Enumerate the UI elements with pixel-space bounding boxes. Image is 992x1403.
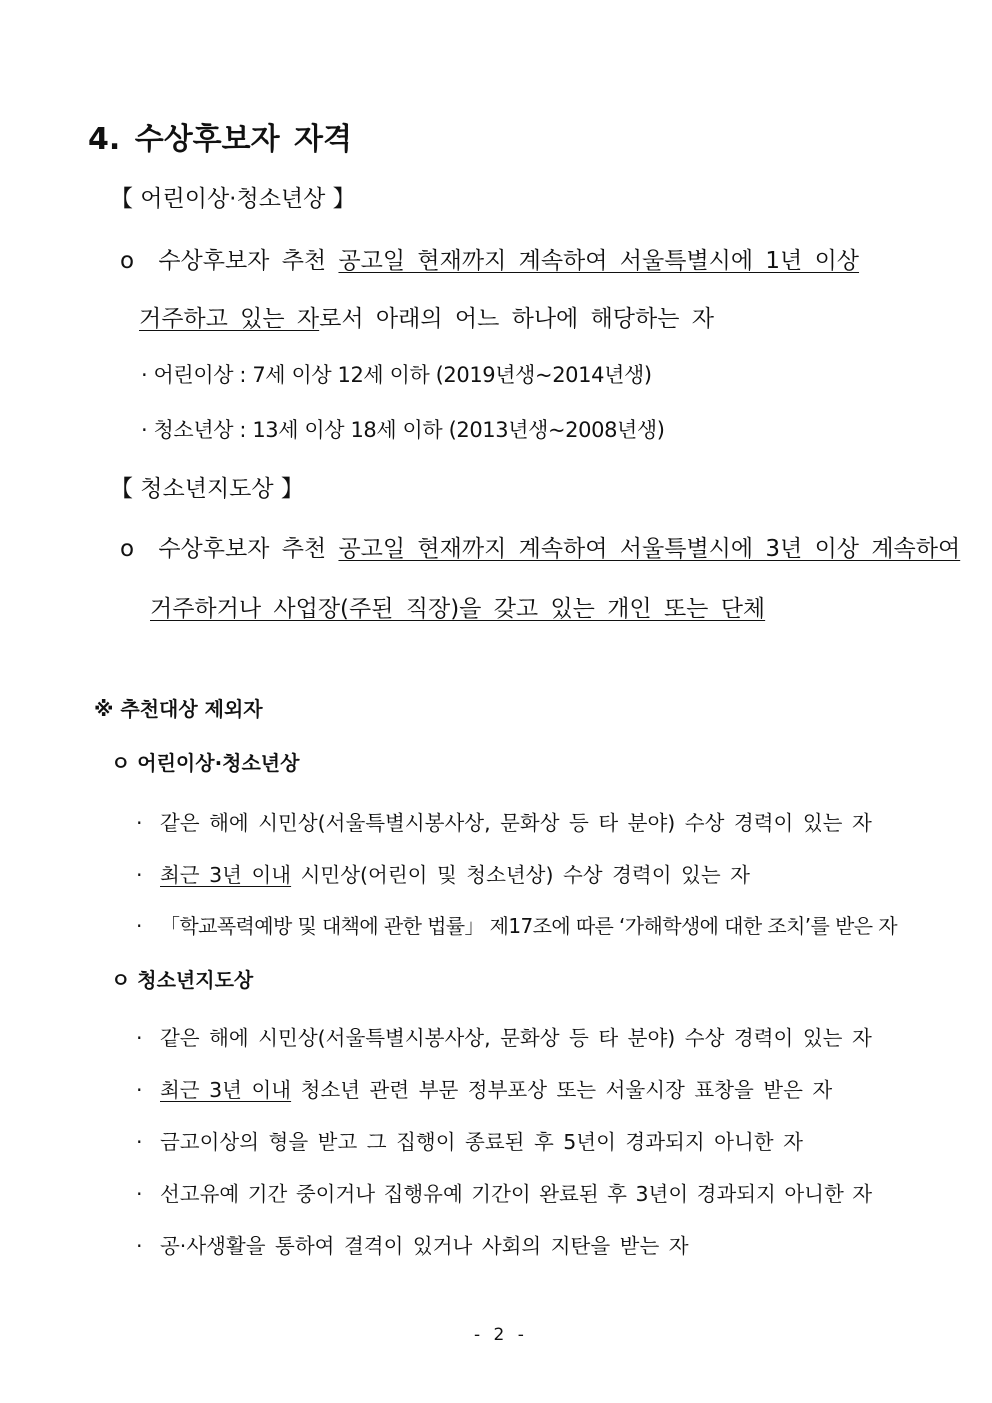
group2-criteria-line1 bbox=[120, 530, 960, 563]
list-bullet: · bbox=[136, 1234, 143, 1258]
item-underlined: 최근 3년 이내 bbox=[160, 863, 292, 887]
item-text: 선고유예 기간 중이거나 집행유예 기간이 완료된 후 3년이 경과되지 아니한 자 bbox=[160, 1182, 873, 1206]
exclusion-cat2-item bbox=[136, 1229, 689, 1259]
item-text: 청소년 관련 부문 정부포상 또는 서울시장 표창을 받은 자 bbox=[291, 1078, 833, 1102]
exclusion-cat2-label: ㅇ 청소년지도상 bbox=[111, 968, 254, 992]
group1-criteria-line2 bbox=[139, 300, 714, 333]
group1-line2-post: 로서 아래의 어느 하나에 해당하는 자 bbox=[319, 306, 714, 332]
group2-heading: 【 청소년지도상 】 bbox=[110, 476, 304, 502]
list-bullet: · bbox=[136, 1130, 143, 1154]
exclusion-cat2-item bbox=[136, 1073, 832, 1103]
list-bullet: · bbox=[136, 1078, 143, 1102]
section-title: 4. 수상후보자 자격 bbox=[88, 122, 353, 157]
exclusion-cat2-item bbox=[136, 1177, 872, 1207]
item-text: 금고이상의 형을 받고 그 집행이 종료된 후 5년이 경과되지 아니한 자 bbox=[160, 1130, 803, 1154]
list-bullet: · bbox=[136, 1026, 143, 1050]
item-text: 같은 해에 시민상(서울특별시봉사상, 문화상 등 타 분야) 수상 경력이 있는 자 bbox=[160, 1026, 872, 1050]
list-bullet: · bbox=[136, 811, 143, 835]
item-text: 「학교폭력예방 및 대책에 관한 법률」 제17조에 따른 ‘가해학생에 대한 조치’를 받은 자 bbox=[160, 914, 897, 938]
exclusion-cat1-item bbox=[136, 806, 872, 836]
group1-line1-underlined: 공고일 현재까지 계속하여 서울특별시에 1년 이상 bbox=[338, 248, 860, 274]
group1-sub-youth: · 청소년상 : 13세 이상 18세 이하 (2013년생~2008년생) bbox=[141, 418, 665, 442]
exclusion-cat1-item bbox=[136, 910, 897, 939]
item-text: 같은 해에 시민상(서울특별시봉사상, 문화상 등 타 분야) 수상 경력이 있는 자 bbox=[160, 811, 872, 835]
exclusion-cat1-label: ㅇ 어린이상·청소년상 bbox=[111, 751, 300, 775]
group2-line1-underlined: 공고일 현재까지 계속하여 서울특별시에 3년 이상 계속하여 bbox=[338, 536, 961, 562]
group1-heading: 【 어린이상·청소년상 】 bbox=[110, 186, 356, 212]
group1-criteria-line1 bbox=[120, 242, 859, 275]
group1-line1-pre: 수상후보자 추천 bbox=[158, 248, 339, 274]
group1-bullet-mark: o bbox=[120, 248, 135, 274]
group2-line2-underlined: 거주하거나 사업장(주된 직장)을 갖고 있는 개인 또는 단체 bbox=[150, 596, 766, 622]
item-underlined: 최근 3년 이내 bbox=[160, 1078, 292, 1102]
list-bullet: · bbox=[136, 863, 143, 887]
exclusion-cat2-item bbox=[136, 1021, 872, 1051]
group1-line2-underlined: 거주하고 있는 자 bbox=[139, 306, 320, 332]
list-bullet: · bbox=[136, 914, 142, 938]
group1-sub-children: · 어린이상 : 7세 이상 12세 이하 (2019년생~2014년생) bbox=[141, 363, 652, 387]
item-text: 공·사생활을 통하여 결격이 있거나 사회의 지탄을 받는 자 bbox=[160, 1234, 689, 1258]
exclusion-title: ※ 추천대상 제외자 bbox=[94, 697, 263, 721]
list-bullet: · bbox=[136, 1182, 143, 1206]
exclusion-cat2-item bbox=[136, 1125, 803, 1155]
group2-criteria-line2 bbox=[150, 590, 765, 623]
page-number: - 2 - bbox=[474, 1325, 528, 1345]
group2-line1-pre: 수상후보자 추천 bbox=[158, 536, 339, 562]
group2-bullet-mark: o bbox=[120, 536, 135, 562]
item-text: 시민상(어린이 및 청소년상) 수상 경력이 있는 자 bbox=[291, 863, 750, 887]
exclusion-cat1-item bbox=[136, 858, 750, 888]
